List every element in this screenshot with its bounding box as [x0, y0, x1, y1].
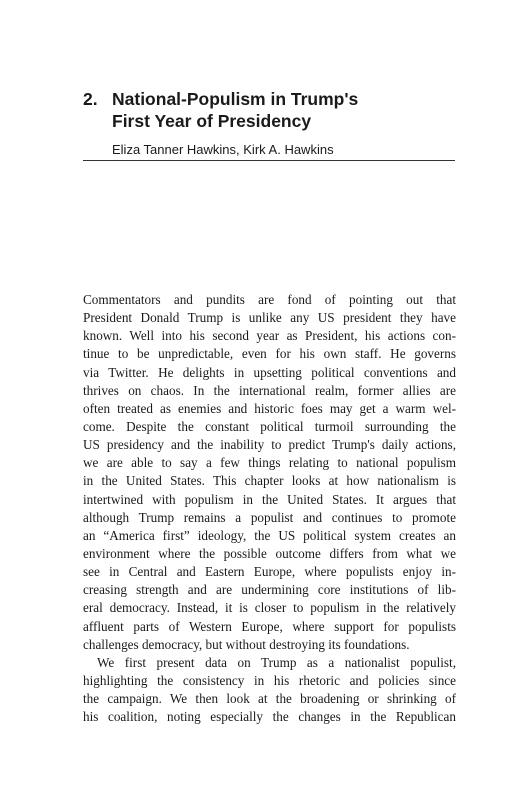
- body-line: his coalition, noting especially the changes in the Republican: [83, 709, 456, 725]
- chapter-number: 2.: [83, 89, 98, 109]
- body-line: environment where the possible outcome differs from what we: [83, 545, 456, 561]
- body-line: although Trump remains a populist and continues to promote: [83, 509, 456, 525]
- chapter-title-line: National-Populism in Trump's: [112, 89, 359, 109]
- body-line: we are able to say a few things relating to national populism: [83, 455, 456, 471]
- body-line: the campaign. We then look at the broadening or shrinking of: [83, 691, 456, 707]
- body-line: challenges democracy, but without destroying its foundations.: [83, 636, 410, 652]
- body-text: [83, 291, 456, 726]
- body-line: affluent parts of Western Europe, where support for populists: [83, 618, 456, 634]
- body-line: We first present data on Trump as a nationalist populist,: [97, 654, 456, 670]
- body-line: in the United States. This chapter looks at how nationalism is: [83, 473, 456, 489]
- body-line: eral democracy. Instead, it is closer to populism in the relatively: [83, 600, 456, 616]
- body-line: often treated as enemies and historic foes may get a warm wel-: [83, 400, 456, 416]
- body-line: see in Central and Eastern Europe, where populists enjoy in-: [83, 564, 456, 580]
- body-line: thrives on chaos. In the international realm, former allies are: [83, 382, 456, 398]
- body-line: highlighting the consistency in his rhetoric and policies since: [83, 672, 456, 688]
- chapter-title-line: First Year of Presidency: [112, 111, 312, 131]
- body-line: President Donald Trump is unlike any US president they have: [83, 310, 456, 326]
- body-line: creasing strength and are undermining core institutions of lib-: [83, 582, 456, 598]
- body-line: known. Well into his second year as President, his actions con-: [83, 328, 456, 344]
- body-line: via Twitter. He delights in upsetting political conventions and: [83, 364, 456, 380]
- body-line: intertwined with populism in the United States. It argues that: [83, 491, 456, 507]
- heading-rule: [83, 160, 455, 161]
- chapter-authors: Eliza Tanner Hawkins, Kirk A. Hawkins: [112, 142, 334, 157]
- body-line: an “America first” ideology, the US political system creates an: [83, 527, 456, 543]
- body-line: tinue to be unpredictable, even for his own staff. He governs: [83, 346, 456, 362]
- body-line: Commentators and pundits are fond of pointing out that: [83, 292, 456, 307]
- body-line: US presidency and the inability to predict Trump's daily actions,: [83, 437, 456, 453]
- chapter-title: [112, 88, 462, 132]
- body-line: come. Despite the constant political turmoil surrounding the: [83, 418, 456, 434]
